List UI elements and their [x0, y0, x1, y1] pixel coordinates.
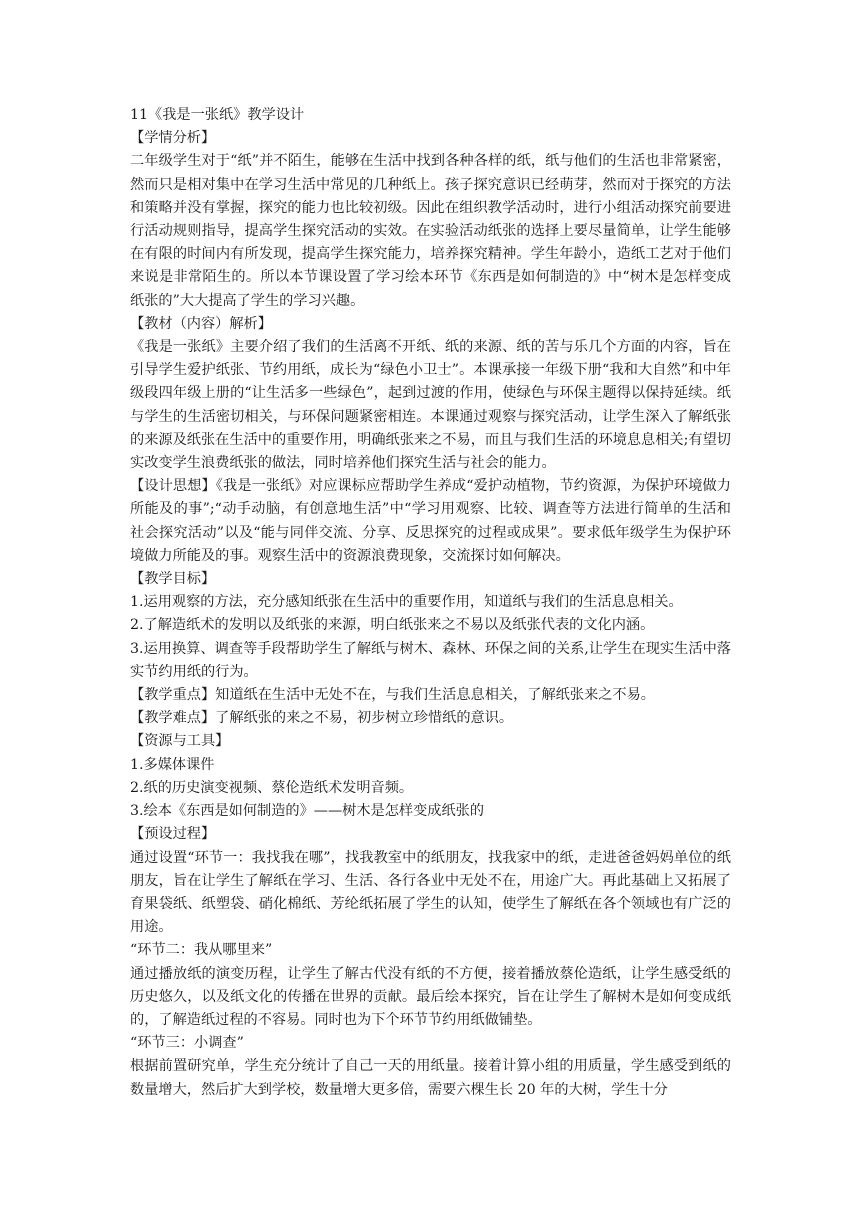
section-heading-sheji: 【设计思想】: [130, 478, 216, 495]
section-sheji: [130, 475, 731, 568]
process-step-heading-2: “环节二：我从哪里来”: [130, 942, 273, 959]
section-heading-nandian: 【教学难点】: [130, 710, 216, 727]
resource-item: 2.纸的历史演变视频、蔡伦造纸术发明音频。: [130, 779, 414, 796]
section-text-sheji: 《我是一张纸》对应课标应帮助学生养成“爱护动植物，节约资源，为保护环境做力所能及的事”;“动手动脑，有创意地生活”中“学习用观察、比较、调查等方法进行简单的生活和社会探究活动”以及“能与同伴交流、分享、反思探究的过程或成果”。要求低年级学生为保护环境做力所能及的事。观察生活中的资源浪费现象，交流探讨如何解决。: [130, 478, 731, 564]
document-page: [130, 104, 731, 1102]
process-paragraph-1: 通过设置“环节一：我找我在哪”，找我教室中的纸朋友，找我家中的纸，走进爸爸妈妈单位的纸朋友，旨在让学生了解纸在学习、生活、各行各业中无处不在，用途广大。再此基础上又拓展了育果袋纸、纸塑袋、硝化棉纸、芳纶纸拓展了学生的认知，使学生了解纸在各个领域也有广泛的用途。: [130, 849, 731, 936]
section-zhongdian: [130, 684, 731, 707]
resource-item: 3.绘本《东西是如何制造的》——树木是怎样变成纸张的: [130, 803, 485, 820]
section-heading-guocheng: 【预设过程】: [130, 826, 216, 843]
process-step-heading-3: “环节三：小调查”: [130, 1035, 244, 1052]
section-text-xueqing: 二年级学生对于“纸”并不陌生，能够在生活中找到各种各样的纸，纸与他们的生活也非常紧密，然而只是相对集中在学习生活中常见的几种纸上。孩子探究意识已经萌芽，然而对于探究的方法和策略并没有掌握，探究的能力也比较初级。因此在组织教学活动时，进行小组活动探究前要进行活动规则指导，提高学生探究活动的实效。在实验活动纸张的选择上要尽量简单，让学生能够在有限的时间内有所发现，提高学生探究能力，培养探究精神。学生年龄小，造纸工艺对于他们来说是非常陌生的。所以本节课设置了学习绘本环节《东西是如何制造的》中“树木是怎样变成纸张的”大大提高了学生的学习兴趣。: [130, 153, 731, 309]
process-paragraph-3: 根据前置研究单，学生充分统计了自己一天的用纸量。接着计算小组的用质量，学生感受到纸的数量增大，然后扩大到学校，数量增大更多倍，需要六棵生长 20 年的大树，学生十分: [130, 1058, 731, 1098]
section-text-jiaocai: 《我是一张纸》主要介绍了我们的生活离不开纸、纸的来源、纸的苦与乐几个方面的内容，旨在引导学生爱护纸张、节约用纸，成长为“绿色小卫士”。本课承接一年级下册“我和大自然”和中年级段四年级上册的“让生活多一些绿色”，起到过渡的作用，使绿色与环保主题得以保持延续。纸与学生的生活密切相关，与环保问题紧密相连。本课通过观察与探究活动，让学生深入了解纸张的来源及纸张在生活中的重要作用，明确纸张来之不易，而且与我们生活的环境息息相关;有望切实改变学生浪费纸张的做法，同时培养他们探究生活与社会的能力。: [130, 339, 731, 472]
section-text-zhongdian: 知道纸在生活中无处不在，与我们生活息息相关，了解纸张来之不易。: [215, 687, 655, 704]
section-nandian: [130, 707, 731, 730]
document-title: 11《我是一张纸》教学设计: [130, 107, 305, 123]
section-text-nandian: 了解纸张的来之不易，初步树立珍惜纸的意识。: [215, 710, 514, 727]
section-heading-jiaocai: 【教材（内容）解析】: [130, 315, 272, 332]
goal-item: 2.了解造纸术的发明以及纸张的来源，明白纸张来之不易以及纸张代表的文化内涵。: [130, 617, 655, 634]
section-heading-ziyuan: 【资源与工具】: [130, 733, 230, 750]
goal-item: 1.运用观察的方法，充分感知纸张在生活中的重要作用，知道纸与我们的生活息息相关。: [130, 594, 683, 611]
section-heading-mubiao: 【教学目标】: [130, 571, 216, 588]
goal-item: 3.运用换算、调查等手段帮助学生了解纸与树木、森林、环保之间的关系,让学生在现实生活中落实节约用纸的行为。: [130, 640, 731, 680]
resource-item: 1.多媒体课件: [130, 756, 215, 773]
section-heading-xueqing: 【学情分析】: [130, 130, 216, 147]
process-paragraph-2: 通过播放纸的演变历程，让学生了解古代没有纸的不方便，接着播放蔡伦造纸，让学生感受纸的历史悠久，以及纸文化的传播在世界的贡献。最后绘本探究，旨在让学生了解树木是如何变成纸的，了解造纸过程的不容易。同时也为下个环节节约用纸做铺垫。: [130, 965, 731, 1028]
section-heading-zhongdian: 【教学重点】: [130, 687, 216, 704]
